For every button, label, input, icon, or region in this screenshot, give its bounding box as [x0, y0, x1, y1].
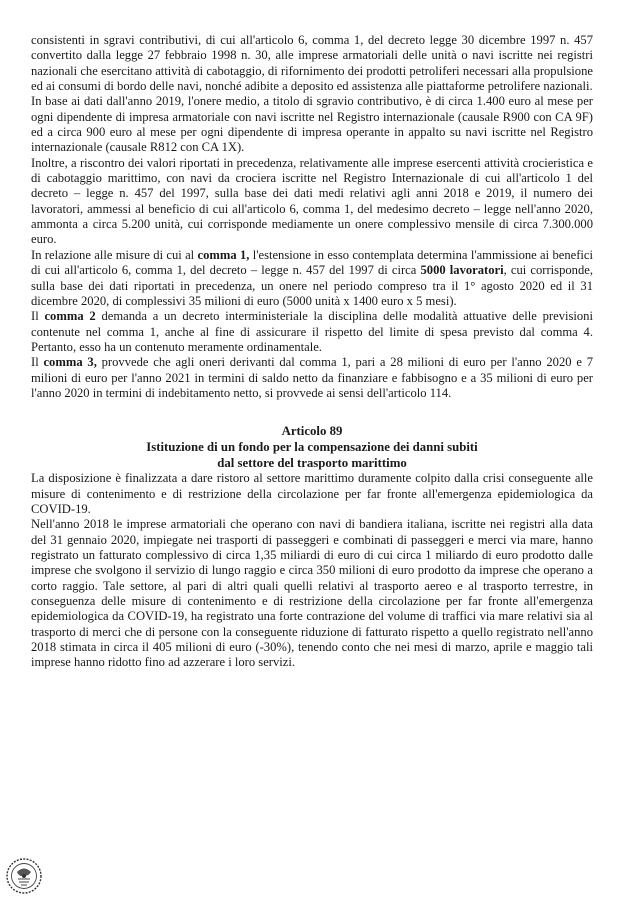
paragraph — [31, 94, 593, 155]
text-run: Inoltre, a riscontro dei valori riportati in precedenza, relativamente alle imprese esercenti attività crocieristica e di cabotaggio marittimo, con navi da crociera iscritte nel Registro Internazionale di cui all'articolo 1 del decreto – legge n. 457 del 1997, sulla base dei dati medi relativi agli anni 2018 e 2019, il numero dei lavoratori, ammessi al beneficio di cui all'articolo 6, comma 1, del medesimo decreto – legge nell'anno 2020, ammonta a circa 5.200 unità, cui corrisponde mediamente un onere complessivo mensile di circa 7.300.000 euro. — [31, 155, 593, 247]
article-subtitle-line-1: Istituzione di un fondo per la compensazione dei danni subiti — [146, 440, 478, 455]
bold-text-run: comma 3, — [43, 355, 97, 370]
text-run: l'estensione in esso contemplata determina l'ammissione ai benefici di cui all'articolo 6, comma 1, del decreto – legge n. 457 del 1997 di circa — [31, 247, 594, 278]
document-page — [31, 33, 593, 671]
article-title: Articolo 89 — [281, 424, 343, 439]
article-89-body — [31, 471, 593, 670]
text-run: demanda a un decreto interministeriale la disciplina delle modalità attuative delle previsioni contenute nel comma 1, anche al fine di assicurare il rispetto del limite di spesa previsto dal comma 4. Pertanto, esso ha un contenuto meramente ordinamentale. — [31, 309, 593, 354]
article-88-body — [31, 33, 593, 401]
text-run: La disposizione è finalizzata a dare ristoro al settore marittimo duramente colpito dalla crisi conseguente alle misure di contenimento e di restrizione della circolazione per far fronte all'emergenza epidemiologica da COVID-19. — [31, 471, 593, 516]
bold-text-run: comma 1, — [197, 247, 250, 262]
article-subtitle-line-2: dal settore del trasporto marittimo — [217, 456, 407, 471]
text-run: Il — [31, 309, 45, 324]
text-run: consistenti in sgravi contributivi, di cui all'articolo 6, comma 1, del decreto legge 30 dicembre 1997 n. 457 convertito dalla legge 27 febbraio 1998 n. 30, alle imprese armatoriali delle unità o navi iscritte nei registri nazionali che esercitano attività di cabotaggio, di rifornimento dei prodotti petroliferi necessari alla propulsione ed ai consumi di bordo delle navi, nonché adibite a deposito ed assistenza alle piattaforme petrolifere nazionali. — [31, 33, 593, 94]
paragraph — [31, 248, 593, 309]
paragraph — [31, 517, 593, 670]
text-run: In base ai dati dall'anno 2019, l'onere medio, a titolo di sgravio contributivo, è di circa 1.400 euro al mese per ogni dipendente di impresa armatoriale con navi iscritte nel Registro internazionale (causale R900 con CA 9F) ed a circa 900 euro al mese per ogni dipendente di impresa operante in appalto su navi iscritte nel Registro internazionale (causale R812 con CA 1X). — [31, 94, 593, 155]
paragraph — [31, 309, 593, 355]
bold-text-run: comma 2 — [44, 309, 96, 324]
text-run: , cui corrisponde, sulla base dei dati riportati in precedenza, un onere nel periodo compreso tra il 1° agosto 2020 ed il 31 dicembre 2020, di complessivi 35 milioni di euro (5000 unità x 1400 euro x 5 mesi). — [31, 263, 594, 308]
paragraph — [31, 471, 593, 517]
article-heading — [31, 423, 593, 471]
paragraph — [31, 33, 593, 94]
paragraph — [31, 355, 593, 401]
official-seal-stamp — [4, 856, 44, 896]
paragraph — [31, 156, 593, 248]
text-run: In relazione alle misure di cui al — [31, 247, 198, 262]
text-run: provvede che agli oneri derivanti dal comma 1, pari a 28 milioni di euro per l'anno 2020 e 7 milioni di euro per l'anno 2021 in termini di saldo netto da finanziare e fabbisogno e a 35 milioni di euro per l'anno 2020 in termini di indebitamento netto, si provvede ai sensi dell'articolo 114. — [31, 355, 593, 400]
text-run: Nell'anno 2018 le imprese armatoriali che operano con navi di bandiera italiana, iscritte nei registri alla data del 31 gennaio 2020, impiegate nei trasporti di passeggeri e combinati di passeggeri e merci via mare, hanno registrato un fatturato complessivo di circa 1,35 miliardi di euro di cui circa 1 miliardo di euro prodotto dalle imprese che svolgono il servizio di lungo raggio e circa 350 milioni di euro prodotto da imprese che operano a corto raggio. Tale settore, al pari di altri quali quelli relativi al trasporto aereo e al trasporto terrestre, in conseguenza delle misure di contenimento e di restrizione della circolazione per far fronte all'emergenza epidemiologica da COVID-19, ha registrato una forte contrazione del volume di traffici via mare relativi sia al trasporto di merci che di persone con la conseguente riduzione di fatturato rispetto a quello registrato nell'anno 2018 stimata in circa il 405 milioni di euro (-30%), tenendo conto che nei mesi di marzo, aprile e maggio tali imprese hanno ridotto fino ad azzerare i loro servizi. — [31, 517, 593, 670]
bold-text-run: 5000 lavoratori — [420, 263, 504, 278]
text-run: Il — [31, 355, 44, 370]
